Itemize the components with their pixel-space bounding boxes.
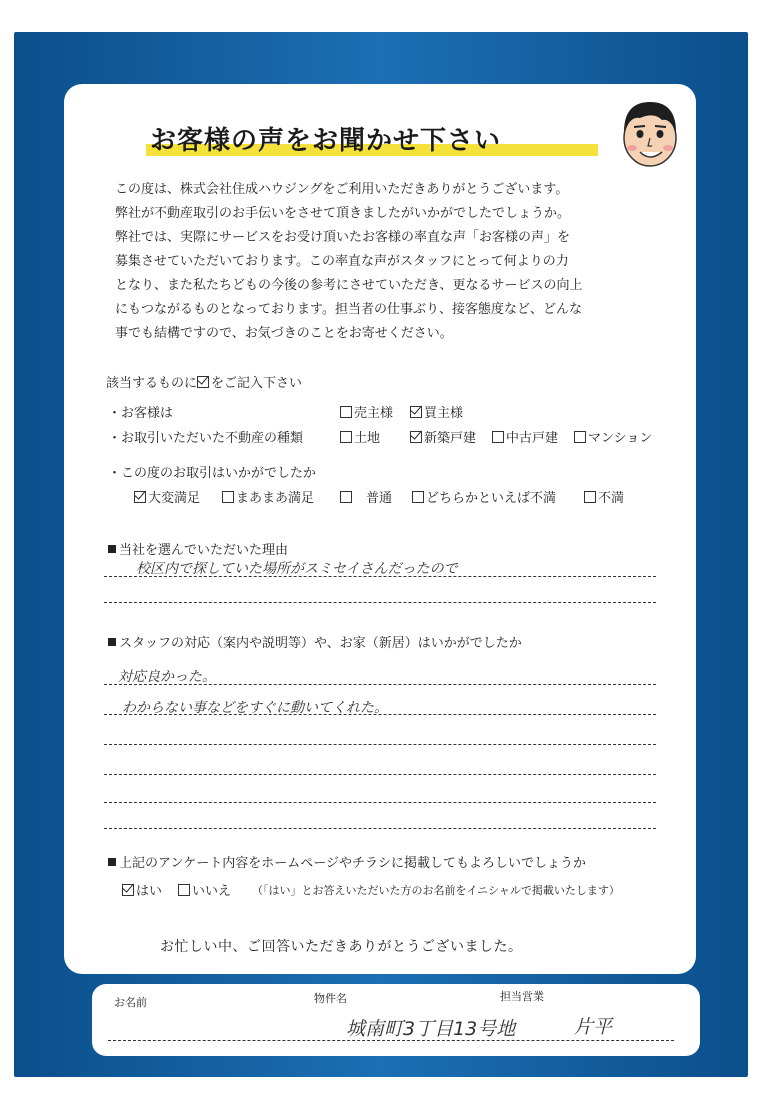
footer-line xyxy=(108,1040,674,1041)
staff-label: 担当営業 xyxy=(500,990,544,1003)
option-fairly-satisfied[interactable]: まあまあ満足 xyxy=(222,487,314,506)
checkbox[interactable] xyxy=(410,431,422,443)
answer-line xyxy=(104,774,656,775)
option-buyer[interactable]: 買主様 xyxy=(410,402,463,421)
intro-line: 弊社では、実際にサービスをお受け頂いたお客様の率直な声「お客様の声」を xyxy=(115,230,571,245)
intro-line: にもつながるものとなっております。担当者の仕事ぶり、接客態度など、どんな xyxy=(115,302,582,317)
answer-line xyxy=(104,714,656,715)
intro-line: となり、また私たちどもの今後の参考にさせていただき、更なるサービスの向上 xyxy=(115,278,583,293)
option-seller[interactable]: 売主様 xyxy=(340,402,393,421)
intro-line: この度は、株式会社住成ハウジングをご利用いただきありがとうございます。 xyxy=(115,182,569,197)
customer-type-label: ・お客様は xyxy=(108,406,174,421)
staff-value[interactable]: 片平 xyxy=(574,1016,613,1038)
bullet-square-icon xyxy=(108,638,116,646)
q1-answer[interactable]: 校区内で探していた場所がスミセイさんだったので xyxy=(136,561,458,577)
satisfaction-label: ・この度のお取引はいかがでしたか xyxy=(108,466,317,481)
checkbox[interactable] xyxy=(122,884,134,896)
checkbox[interactable] xyxy=(340,491,352,503)
bullet-square-icon xyxy=(108,545,116,553)
checkbox[interactable] xyxy=(340,406,352,418)
option-land[interactable]: 土地 xyxy=(340,427,380,446)
option-very-satisfied[interactable]: 大変満足 xyxy=(134,487,200,506)
checkbox[interactable] xyxy=(340,431,352,443)
q2-heading: スタッフの対応（案内や説明等）や、お家（新居）はいかがでしたか xyxy=(108,632,522,651)
checkbox[interactable] xyxy=(178,884,190,896)
option-normal[interactable]: 普通 xyxy=(340,487,392,506)
q2-answer-line-2[interactable]: わからない事などをすぐに動いてくれた。 xyxy=(122,700,388,716)
q3-note: （「はい」とお答えいただいた方のお名前をイニシャルで掲載いたします） xyxy=(252,884,620,897)
staff-face-icon xyxy=(610,92,690,172)
property-label: 物件名 xyxy=(314,992,347,1005)
property-value[interactable]: 城南町3丁目13号地 xyxy=(346,1018,516,1040)
checkbox[interactable] xyxy=(584,491,596,503)
intro-text xyxy=(115,178,675,346)
answer-line xyxy=(104,684,656,685)
page-title: お客様の声をお聞かせ下さい xyxy=(150,126,502,156)
checkbox[interactable] xyxy=(492,431,504,443)
property-type-label: ・お取引いただいた不動産の種類 xyxy=(108,431,304,446)
checkbox[interactable] xyxy=(222,491,234,503)
option-yes[interactable]: はい xyxy=(122,880,162,899)
option-no[interactable]: いいえ xyxy=(178,880,231,899)
bullet-square-icon xyxy=(108,858,116,866)
checkbox[interactable] xyxy=(134,491,146,503)
option-new-house[interactable]: 新築戸建 xyxy=(410,427,476,446)
name-label: お名前 xyxy=(114,996,147,1009)
q3-heading: 上記のアンケート内容をホームページやチラシに掲載してもよろしいでしょうか xyxy=(108,852,586,871)
q2-answer-line-1[interactable]: 対応良かった。 xyxy=(118,669,216,685)
checkbox[interactable] xyxy=(412,491,424,503)
intro-line: 事でも結構ですので、お気づきのことをお寄せください。 xyxy=(115,326,453,341)
checkbox[interactable] xyxy=(410,406,422,418)
intro-line: 募集させていただいております。この率直な声がスタッフにとって何よりの力 xyxy=(115,254,569,269)
answer-line xyxy=(104,828,656,829)
option-dissatisfied[interactable]: 不満 xyxy=(584,487,624,506)
answer-line xyxy=(104,802,656,803)
option-used-house[interactable]: 中古戸建 xyxy=(492,427,558,446)
closing-message: お忙しい中、ご回答いただきありがとうございました。 xyxy=(160,939,523,955)
answer-line xyxy=(104,576,656,577)
option-condo[interactable]: マンション xyxy=(574,427,652,446)
answer-line xyxy=(104,744,656,745)
sample-checkbox xyxy=(197,376,209,388)
answer-line xyxy=(104,602,656,603)
intro-line: 弊社が不動産取引のお手伝いをさせて頂きましたがいかがでしたでしょうか。 xyxy=(115,206,571,221)
checkbox[interactable] xyxy=(574,431,586,443)
option-somewhat-dissatisfied[interactable]: どちらかといえば不満 xyxy=(412,487,556,506)
q1-heading: 当社を選んでいただいた理由 xyxy=(108,539,288,558)
instruction: 該当するものに をご記入下さい xyxy=(106,376,303,391)
